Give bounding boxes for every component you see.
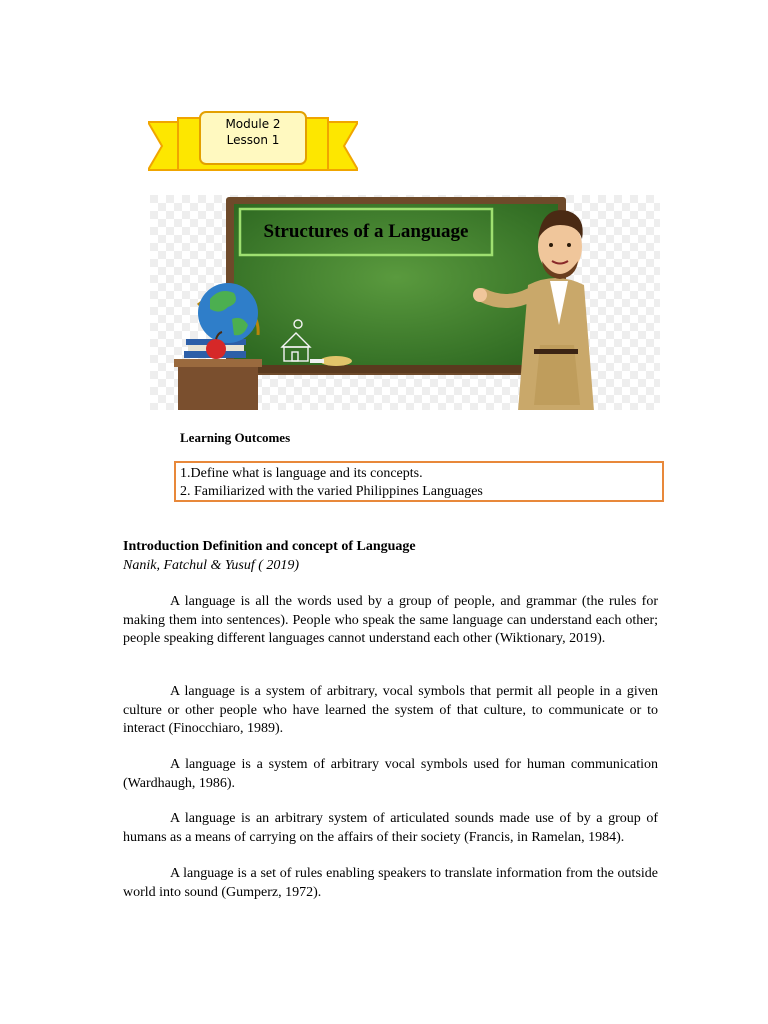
definition-paragraph: A language is an arbitrary system of articulated sounds made use of by a group of humans as a means of carrying on the affairs of their society (Francis, in Ramelan, 1984).: [123, 811, 658, 845]
introduction-authors: Nanik, Fatchul & Yusuf ( 2019): [123, 558, 300, 573]
outcome-item: 1.Define what is language and its concepts.: [180, 466, 423, 481]
banner-text: [200, 116, 306, 148]
module-banner: [148, 108, 358, 180]
globe-icon: [198, 283, 258, 343]
learning-outcomes-box: [174, 461, 664, 502]
module-label: Module 2: [225, 117, 281, 131]
definition-paragraph: A language is all the words used by a group of people, and grammar (the rules for making them into sentences). People who speak the same language can understand each other; people speaking different languages cannot understand each other (Wiktionary, 2019).: [123, 594, 658, 646]
definition-paragraph: A language is a set of rules enabling speakers to translate information from the outside world into sound (Gumperz, 1972).: [123, 866, 658, 900]
learning-outcomes-heading: Learning Outcomes: [180, 430, 291, 445]
lesson-label: Lesson 1: [226, 133, 280, 147]
definition-paragraph: A language is a system of arbitrary vocal symbols used for human communication (Wardhaugh, 1986).: [123, 757, 658, 791]
classroom-illustration: [150, 195, 660, 410]
introduction-heading: Introduction Definition and concept of Language: [123, 539, 416, 554]
outcome-item: 2. Familiarized with the varied Philippines Languages: [180, 484, 483, 499]
board-title: Structures of a Language: [263, 221, 469, 242]
definition-paragraph: A language is a system of arbitrary, vocal symbols that permit all people in a given culture or other people who have learned the system of that culture, to communicate or to interact (Finocchiaro, 1989).: [123, 684, 658, 736]
